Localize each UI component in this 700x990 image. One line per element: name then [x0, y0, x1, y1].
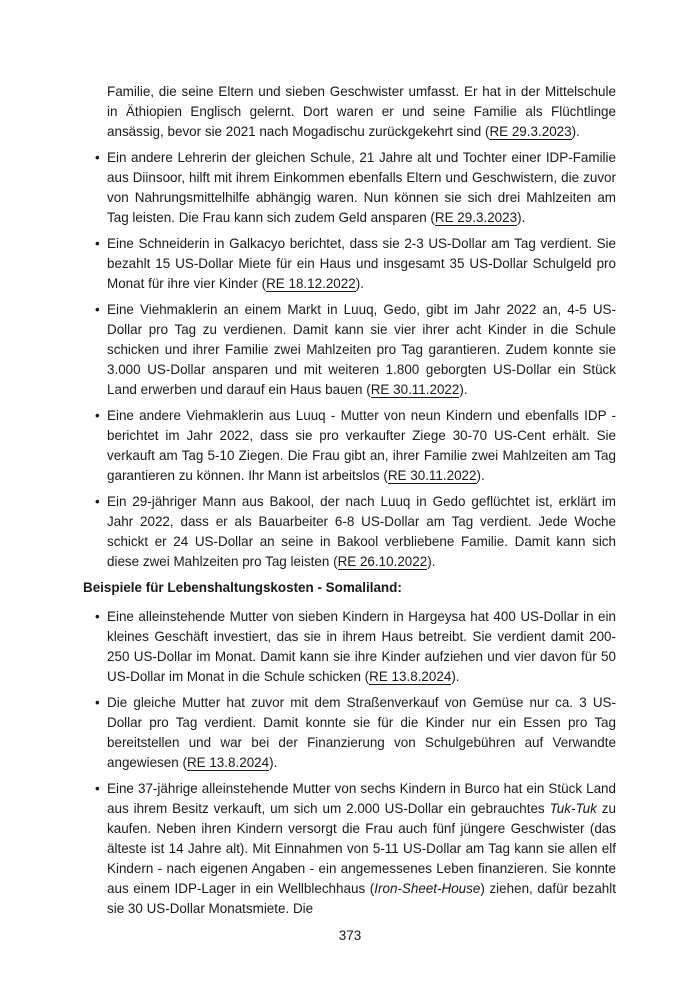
- bullet-icon: •: [95, 150, 100, 165]
- somaliland-example-list: [83, 607, 616, 773]
- continued-paragraph: Familie, die seine Eltern und sieben Geschwister umfasst. Er hat in der Mittelschule in Äthiopien Englisch gelernt. Dort waren er und seine Familie als Flüchtlinge ansässig, bevor sie 2021 nach Mogadischu zurückgekehrt sind (RE 29.3.2023).: [107, 84, 616, 139]
- bullet-icon: •: [95, 494, 100, 509]
- reference-link[interactable]: RE 29.3.2023: [434, 210, 518, 225]
- reference-link[interactable]: RE 29.3.2023: [489, 124, 572, 139]
- bullet-icon: •: [95, 609, 100, 624]
- bullet-icon: •: [95, 236, 100, 251]
- list-item: • Eine andere Viehmaklerin aus Luuq - Mutter von neun Kindern und ebenfalls IDP - berichtet im Jahr 2022, dass sie pro verkaufter Ziege 30-70 US-Cent erhält. Sie verkauft am Tag 5-10 Ziegen. Die Frau gibt an, ihrer Familie zwei Mahlzeiten am Tag garantieren zu können. Ihr Mann ist arbeitslos (RE 30.11.2022).: [95, 408, 616, 483]
- list-item: • Eine 37-jährige alleinstehende Mutter von sechs Kindern in Burco hat ein Stück Land aus ihrem Besitz verkauft, um sich um 2.000 US-Dollar ein gebrauchtes Tuk-Tuk zu kaufen. Neben ihren Kindern versorgt die Frau auch fünf jüngere Geschwister (das älteste ist 14 Jahre alt). Mit Einnahmen von 5-11 US-Dollar am Tag kann sie allen elf Kindern - nach eigenen Angaben - ein angemessenes Leben finanzieren. Sie konnte aus einem IDP-Lager in ein Wellblechhaus (Iron-Sheet-House) ziehen, dafür bezahlt sie 30 US-Dollar Monatsmiete. Die: [95, 781, 617, 916]
- somalia-example-list: [83, 148, 616, 572]
- list-item: • Ein 29-jähriger Mann aus Bakool, der nach Luuq in Gedo geflüchtet ist, erklärt im Jahr 2022, dass er als Bauarbeiter 6-8 US-Dollar am Tag verdient. Jede Woche schickt er 24 US-Dollar an seine in Bakool verbliebene Familie. Damit kann sich diese zwei Mahlzeiten pro Tag leisten (RE 26.10.2022).: [95, 494, 616, 569]
- bullet-icon: •: [95, 695, 100, 710]
- reference-link[interactable]: RE 30.11.2022: [387, 468, 477, 483]
- list-item: • Eine Viehmaklerin an einem Markt in Luuq, Gedo, gibt im Jahr 2022 an, 4-5 US-Dollar pro Tag zu verdienen. Damit kann sie vier ihrer acht Kinder in die Schule schicken und ihrer Familie zwei Mahlzeiten pro Tag garantieren. Zudem konnte sie 3.000 US-Dollar ansparen und mit weiteren 1.800 geborgten US-Dollar ein Stück Land erwerben und darauf ein Haus bauen (RE 30.11.2022).: [95, 302, 616, 397]
- reference-link[interactable]: RE 13.8.2024: [369, 669, 452, 684]
- list-item: • Eine Schneiderin in Galkacyo berichtet, dass sie 2-3 US-Dollar am Tag verdient. Sie bezahlt 15 US-Dollar Miete für ein Haus und insgesamt 35 US-Dollar Schulgeld pro Monat für ihre vier Kinder (RE 18.12.2022).: [95, 236, 616, 291]
- list-item: • Die gleiche Mutter hat zuvor mit dem Straßenverkauf von Gemüse nur ca. 3 US-Dollar pro Tag verdient. Damit konnte sie für die Kinder nur ein Essen pro Tag bereitstellen und war bei der Finanzierung von Schulgebühren auf Verwandte angewiesen (RE 13.8.2024).: [95, 695, 616, 770]
- list-item: • Ein andere Lehrerin der gleichen Schule, 21 Jahre alt und Tochter einer IDP-Familie aus Diinsoor, hilft mit ihrem Einkommen ebenfalls Eltern und Geschwistern, die zuvor von Nahrungsmittelhilfe abhängig waren. Nun können sie sich drei Mahlzeiten am Tag leisten. Die Frau kann sich zudem Geld ansparen (RE 29.3.2023).: [95, 150, 616, 225]
- reference-link[interactable]: RE 13.8.2024: [186, 755, 270, 770]
- reference-link[interactable]: RE 26.10.2022: [337, 554, 428, 569]
- section-heading: Beispiele für Lebenshaltungskosten - Somaliland:: [83, 580, 402, 595]
- document-page: [83, 82, 616, 925]
- reference-link[interactable]: RE 30.11.2022: [370, 382, 460, 397]
- bullet-icon: •: [95, 302, 100, 317]
- list-item: • Eine alleinstehende Mutter von sieben Kindern in Hargeysa hat 400 US-Dollar in ein kleines Geschäft investiert, das sie in ihrem Haus betreibt. Sie verdient damit 200-250 US-Dollar im Monat. Damit kann sie ihre Kinder aufziehen und vier davon für 50 US-Dollar im Monat in die Schule schicken (RE 13.8.2024).: [95, 609, 616, 684]
- page-number: 373: [338, 928, 362, 943]
- bullet-icon: •: [95, 408, 100, 423]
- bullet-icon: •: [95, 781, 100, 796]
- reference-link[interactable]: RE 18.12.2022: [266, 276, 356, 291]
